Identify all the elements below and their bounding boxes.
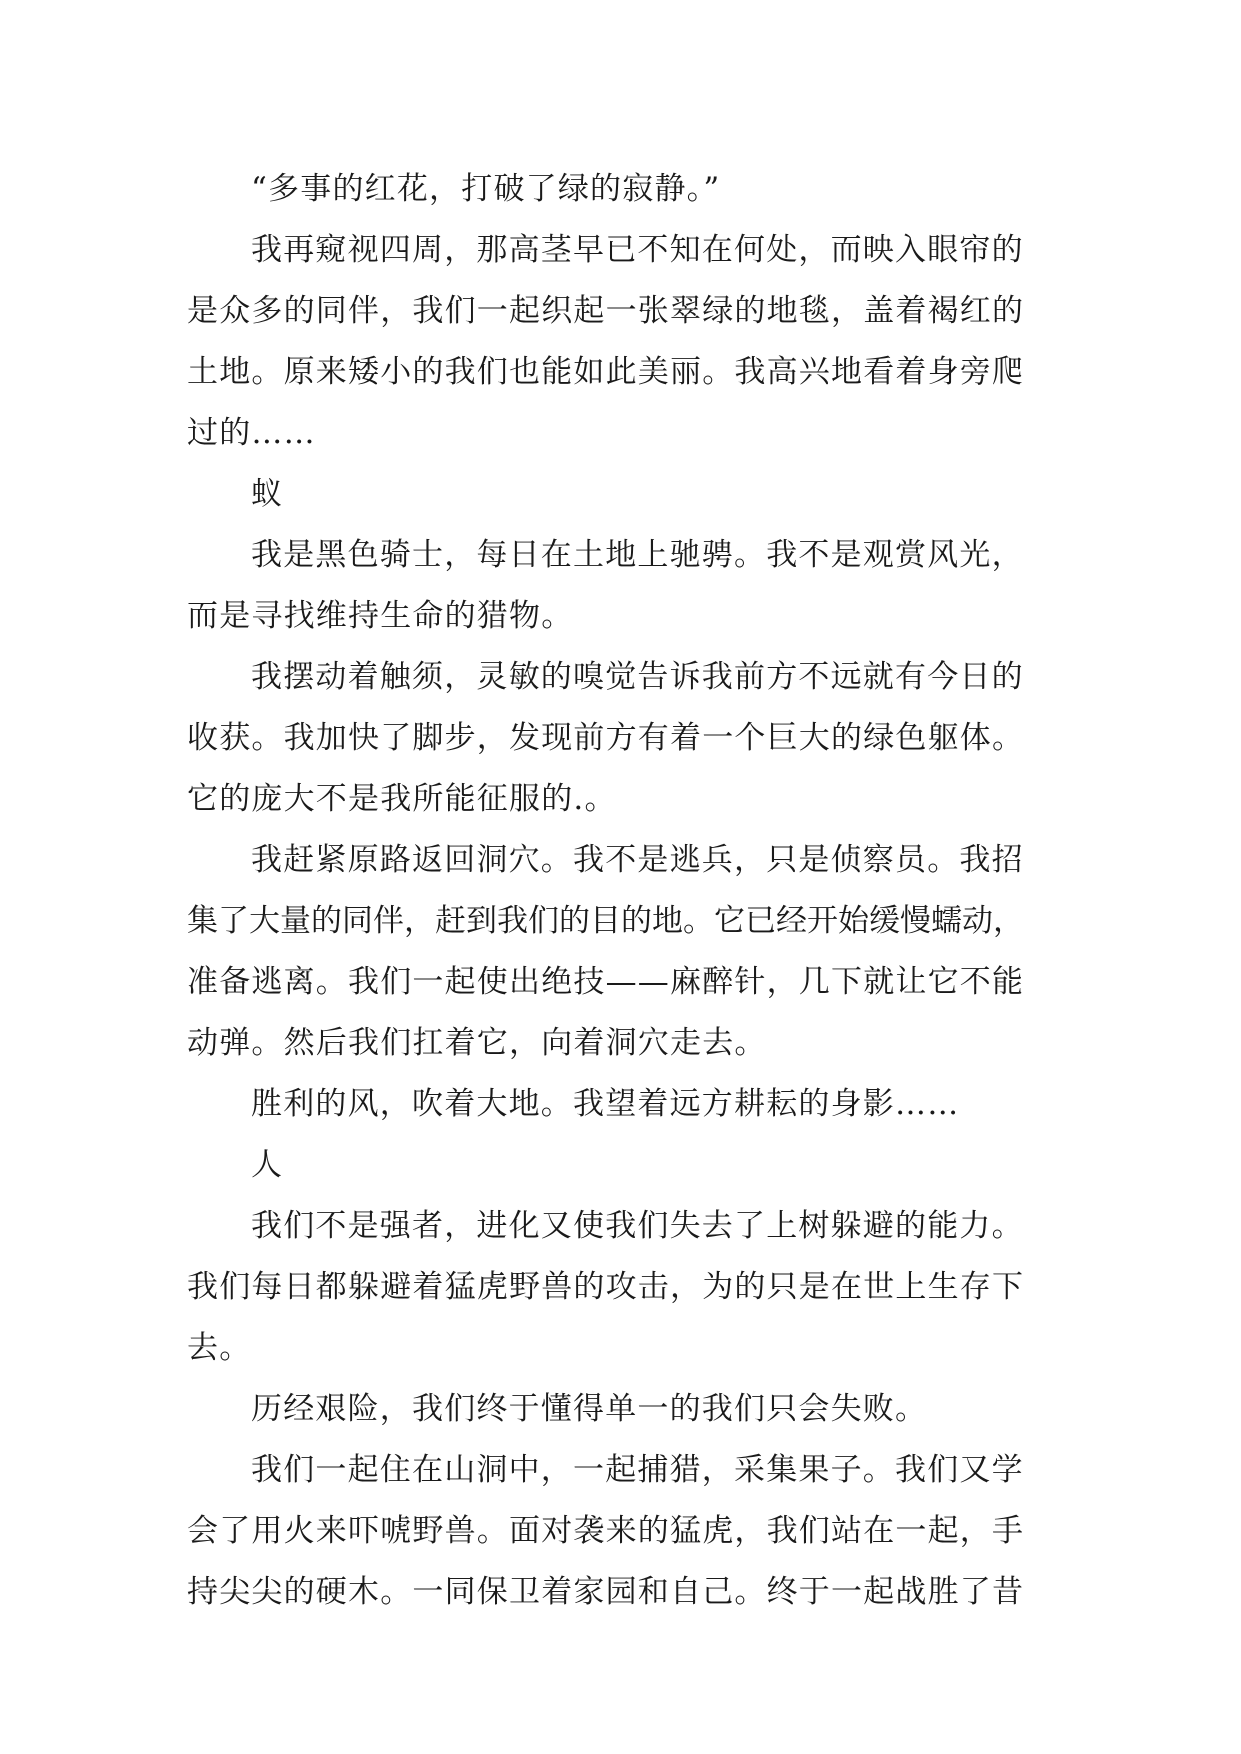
text-line: 我是黑色骑士，每日在土地上驰骋。我不是观赏风光， [251, 537, 1024, 573]
text-line: “多事的红花，打破了绿的寂静。” [251, 171, 721, 207]
text-line: 我再窥视四周，那高茎早已不知在何处，而映入眼帘的 [251, 232, 1024, 268]
text-line: 胜利的风，吹着大地。我望着远方耕耘的身影…… [251, 1086, 960, 1122]
text-line: 我们不是强者，进化又使我们失去了上树躲避的能力。 [251, 1208, 1024, 1244]
text-line: 会了用火来吓唬野兽。面对袭来的猛虎，我们站在一起，手 [187, 1513, 1025, 1549]
text-line: 我赶紧原路返回洞穴。我不是逃兵，只是侦察员。我招 [251, 842, 1024, 878]
text-line: 我们每日都躲避着猛虎野兽的攻击，为的只是在世上生存下 [187, 1269, 1025, 1305]
text-line: 我们一起住在山洞中，一起捕猎，采集果子。我们又学 [251, 1452, 1024, 1488]
text-line: 它的庞大不是我所能征服的.。 [187, 781, 617, 817]
text-line: 动弹。然后我们扛着它，向着洞穴走去。 [187, 1025, 767, 1061]
document-body [187, 159, 1067, 1623]
text-line: 集了大量的同伴，赶到我们的目的地。它已经开始缓慢蠕动， [187, 903, 1024, 939]
text-line: 收获。我加快了脚步，发现前方有着一个巨大的绿色躯体。 [187, 720, 1025, 756]
text-line: 准备逃离。我们一起使出绝技——麻醉针，几下就让它不能 [187, 964, 1025, 1000]
text-line: 而是寻找维持生命的猎物。 [187, 598, 574, 634]
text-line: 历经艰险，我们终于懂得单一的我们只会失败。 [251, 1391, 928, 1427]
text-line: 去。 [187, 1330, 252, 1366]
text-line: 我摆动着触须，灵敏的嗅觉告诉我前方不远就有今日的 [251, 659, 1024, 695]
section-heading: 人 [251, 1147, 284, 1183]
section-heading: 蚁 [251, 476, 284, 512]
text-line: 土地。原来矮小的我们也能如此美丽。我高兴地看着身旁爬 [187, 354, 1025, 390]
text-line: 持尖尖的硬木。一同保卫着家园和自己。终于一起战胜了昔 [187, 1574, 1025, 1610]
text-line: 是众多的同伴，我们一起织起一张翠绿的地毯，盖着褐红的 [187, 293, 1025, 329]
text-line: 过的…… [187, 415, 316, 451]
